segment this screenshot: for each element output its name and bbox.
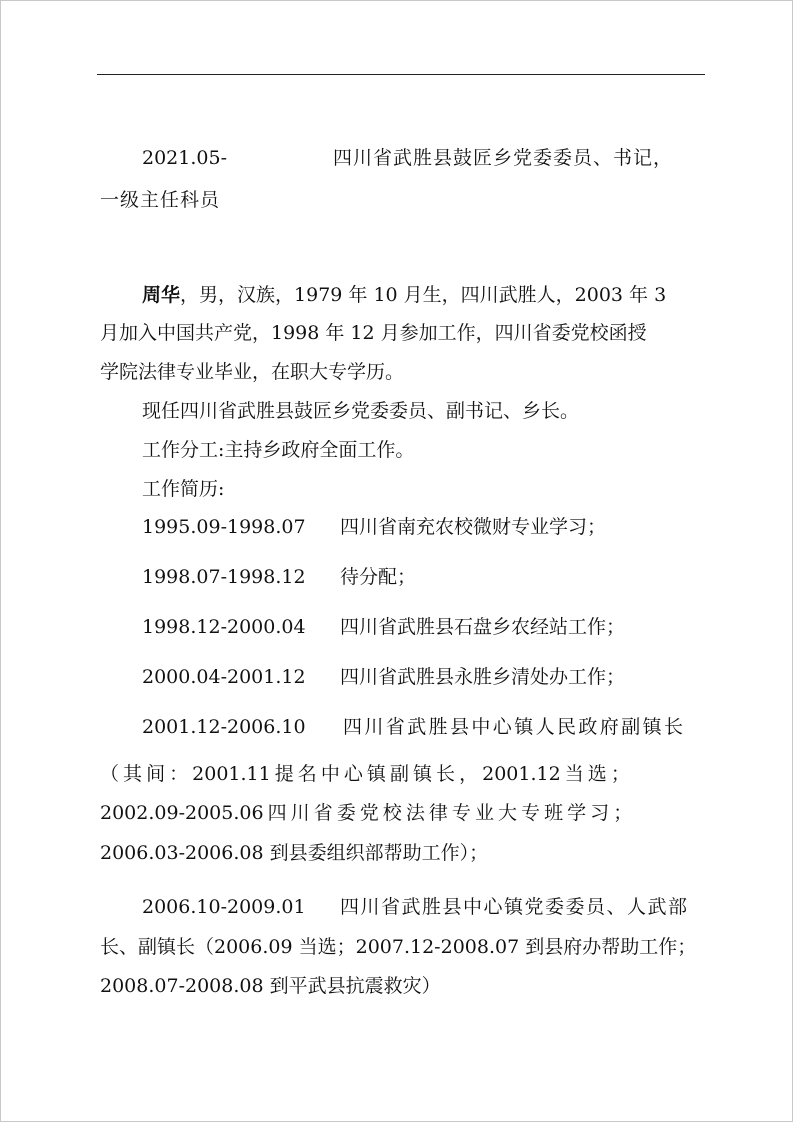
- resume-desc: 四川省南充农校微财专业学习；: [340, 516, 607, 538]
- bio-line-3: 学院法律专业毕业，在职大专学历。: [100, 361, 405, 383]
- resume-date: 1998.12-2000.04: [142, 616, 306, 638]
- resume-date: 2001.12-2006.10: [142, 716, 306, 738]
- resume-desc: 待分配；: [340, 566, 417, 588]
- prev-entry-cont: 一级主任科员: [100, 189, 221, 211]
- current-position: 现任四川省武胜县鼓匠乡党委委员、副书记、乡长。: [142, 400, 580, 422]
- resume-cont-line: 2002.09-2005.06 四 川 省 委 党 校 法 律 专 业 大 专 班 学 习 ；: [100, 802, 633, 824]
- bio-line-1: [142, 283, 666, 307]
- work-division: 工作分工:主持乡政府全面工作。: [142, 439, 415, 461]
- resume-desc: 四川省武胜县永胜乡清处办工作；: [340, 666, 626, 688]
- person-name: 周华: [142, 284, 181, 306]
- prev-entry-date: 2021.05-: [142, 147, 227, 169]
- resume-cont-line: 2008.07-2008.08 到平武县抗震救灾）: [100, 975, 441, 997]
- bio-line-2: 月加入中国共产党，1998 年 12 月参加工作，四川省委党校函授: [100, 322, 647, 344]
- resume-cont-line: 长、副镇长（2006.09 当选；2007.12-2008.07 到县府办帮助工作；: [100, 936, 697, 958]
- resume-desc: 四川省武胜县中心镇党委委员、人武部: [340, 896, 689, 918]
- resume-desc: 四川省武胜县中心镇人民政府副镇长: [343, 716, 686, 738]
- resume-cont-line: （ 其 间 ： 2001.11 提 名 中 心 镇 副 镇 长 ， 2001.12 当 选 ；: [100, 763, 630, 785]
- resume-cont-line: 2006.03-2006.08 到县委组织部帮助工作）；: [100, 842, 489, 864]
- header-rule: [97, 74, 705, 75]
- resume-date: 2000.04-2001.12: [142, 666, 306, 688]
- bio-line-1-rest: ，男，汉族，1979 年 10 月生，四川武胜人，2003 年 3: [180, 284, 667, 306]
- resume-date: 1998.07-1998.12: [142, 566, 306, 588]
- resume-date: 1995.09-1998.07: [142, 516, 306, 538]
- resume-desc: 四川省武胜县石盘乡农经站工作；: [340, 616, 626, 638]
- prev-entry-desc: 四川省武胜县鼓匠乡党委委员、书记，: [333, 147, 674, 169]
- resume-date: 2006.10-2009.01: [142, 896, 306, 918]
- resume-heading: 工作简历:: [142, 478, 225, 500]
